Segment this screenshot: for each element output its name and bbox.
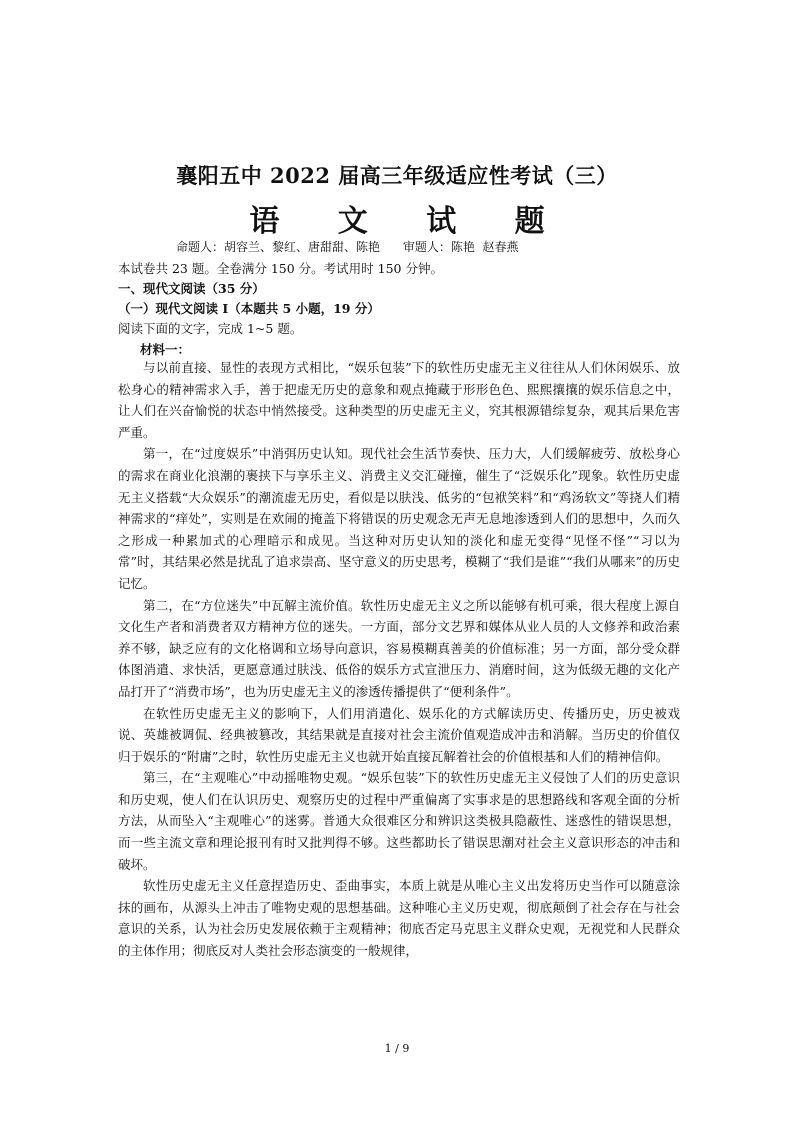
exam-title: 襄阳五中 2022 届高三年级适应性考试（三） — [176, 163, 618, 188]
subject-title: 语 文 试 题 — [249, 204, 569, 239]
passage-paragraph: 第二，在“方位迷失”中瓦解主流价值。软性历史虚无主义之所以能够有机可乘，很大程度上源自文化生产者和消费者双方精神方位的迷失。一方面，部分文艺界和媒体从业人员的人文修养和政治素养不够，缺乏应有的文化格调和立场导向意识，容易模糊真善美的价值标准；另一方面，部分受众群体图消遣、求快活，更愿意通过肤浅、低俗的娱乐方式宣泄压力、消磨时间，这为低级无趣的文化产品打开了“消费市场”，也为历史虚无主义的渗透传播提供了“便利条件”。 — [118, 597, 680, 699]
page-number: 1 / 9 — [384, 1042, 410, 1055]
passage-paragraph: 软性历史虚无主义任意捏造历史、歪曲事实，本质上就是从唯心主义出发将历史当作可以随意涂抹的画布，从源头上冲击了唯物史观的思想基础。这种唯心主义历史观，彻底颠倒了社会存在与社会意识的关系，认为社会历史发展依赖于主观精神；彻底否定马克思主义群众史观，无视党和人民群众的主体作用；彻底反对人类社会形态演变的一般规律， — [118, 878, 680, 959]
exam-info: 本试卷共 23 题。全卷满分 150 分。考试用时 150 分钟。 — [118, 261, 443, 276]
sub-section-heading: （一）现代文阅读 I（本题共 5 小题，19 分） — [118, 301, 380, 316]
section-heading: 一、现代文阅读（35 分） — [118, 281, 265, 296]
authors-line: 命题人：胡容兰、黎红、唐甜甜、陈艳 审题人：陈艳 赵春燕 — [176, 240, 519, 254]
material-label: 材料一： — [140, 342, 191, 357]
reading-instruction: 阅读下面的文字，完成 1~5 题。 — [118, 321, 303, 336]
passage-paragraph: 第一，在“过度娱乐”中消弭历史认知。现代社会生活节奏快、压力大，人们缓解疲劳、放松身心的需求在商业化浪潮的裹挟下与享乐主义、消费主义交汇碰撞，催生了“泛娱乐化”现象。软性历史虚无主义搭载“大众娱乐”的潮流虚无历史，看似是以肤浅、低劣的“包袱笑料”和“鸡汤软文”等挠人们精神需求的“痒处”，实则是在欢闹的掩盖下将错误的历史观念无声无息地渗透到人们的思想中，久而久之形成一种累加式的心理暗示和成见。当这种对历史认知的淡化和虚无变得“见怪不怪”“习以为常”时，其结果必然是扰乱了追求崇高、坚守意义的历史思考，模糊了“我们是谁”“我们从哪来”的历史记忆。 — [118, 446, 680, 591]
passage-body — [118, 357, 680, 962]
passage-paragraph: 在软性历史虚无主义的影响下，人们用消遣化、娱乐化的方式解读历史、传播历史，历史被戏说、英雄被调侃、经典被篡改，其结果就是直接对社会主流价值观造成冲击和消解。当历史的价值仅归于娱乐的“附庸”之时，软性历史虚无主义也就开始直接瓦解着社会的价值根基和人们的精神信仰。 — [118, 705, 680, 764]
passage-paragraph: 第三，在“主观唯心”中动摇唯物史观。“娱乐包装”下的软性历史虚无主义侵蚀了人们的历史意识和历史观，使人们在认识历史、观察历史的过程中严重偏离了实事求是的思想路线和客观全面的分析方法，从而坠入“主观唯心”的迷雾。普通大众很难区分和辨识这类极具隐蔽性、迷惑性的错误思想，而一些主流文章和理论报刊有时又批判得不够。这些都助长了错误思潮对社会主义意识形态的冲击和破坏。 — [118, 770, 680, 872]
passage-paragraph: 与以前直接、显性的表现方式相比，“娱乐包装”下的软性历史虚无主义往往从人们休闲娱乐、放松身心的精神需求入手，善于把虚无历史的意象和观点掩藏于形形色色、熙熙攘攘的娱乐信息之中，让人们在兴奋愉悦的状态中悄然接受。这种类型的历史虚无主义，究其根源错综复杂，观其后果危害严重。 — [118, 360, 680, 440]
